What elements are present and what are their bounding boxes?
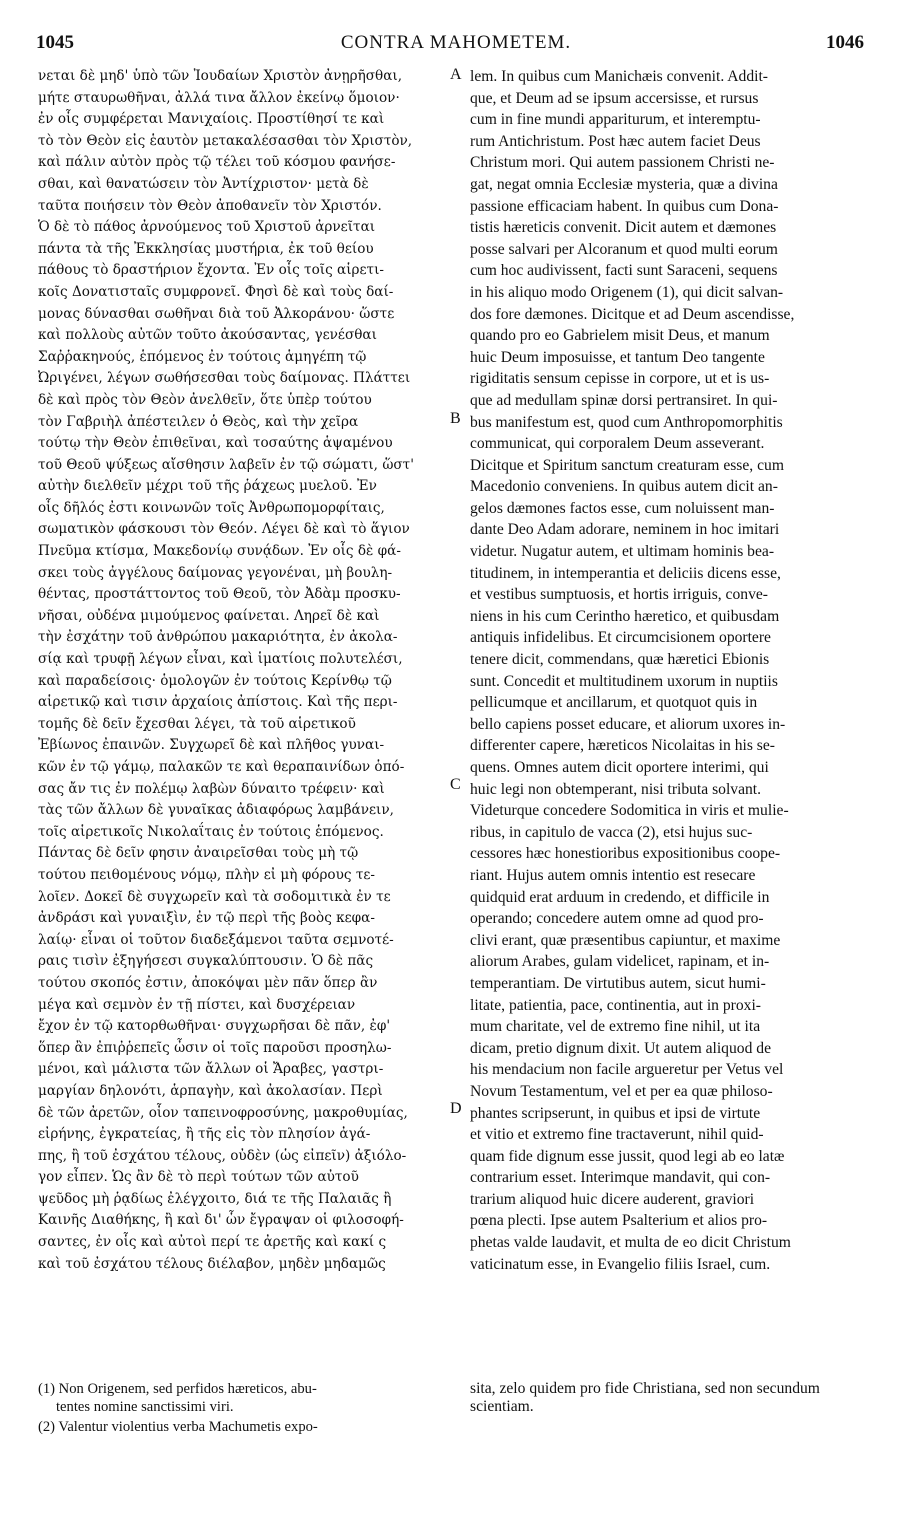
latin-text-line: tistis hæreticis convenit. Dicit autem et dæmones xyxy=(470,219,777,237)
greek-text-line: καὶ πάλιν αὐτὸν πρὸς τῷ τέλει τοῦ κόσμου φανήσε- xyxy=(38,154,396,171)
margin-letter-c: C xyxy=(450,776,461,793)
margin-letter-d: D xyxy=(450,1100,462,1117)
latin-text-line: Dicitque et Spiritum sanctum creaturam esse, cum xyxy=(470,456,784,474)
greek-text-line: μονας δύνασθαι σωθῆναι διὰ τοῦ Ἀλκοράνου· ὥστε xyxy=(38,305,395,322)
greek-text-line: εἰρήνης, ἐγκρατείας, ἢ τῆς εἰς τὸν πλησίον ἀγά- xyxy=(38,1126,371,1143)
latin-text-line: vaticinatum esse, in Evangelio filiis Israel, cum. xyxy=(470,1255,771,1273)
latin-text-line: in his aliquo modo Origenem (1), qui dicit salvan- xyxy=(470,283,784,301)
greek-text-line: τούτῳ τὴν Θεὸν ἐπιθεῖναι, καὶ τοσαύτης ἁψαμένου xyxy=(38,435,393,452)
greek-text-line: λοῖεν. Δοκεῖ δὲ συγχωρεῖν καὶ τὰ σοδομιτικὰ ἐν τε xyxy=(38,888,391,905)
latin-text-line: tenere dicit, commendans, quæ hæretici Ebionis xyxy=(470,651,770,669)
latin-text-line: dante Deo Adam adorare, neminem in hoc imitari xyxy=(470,521,780,539)
latin-text-line: phetas valde laudavit, et multa de eo dicit Christum xyxy=(470,1234,791,1252)
latin-text-line: trarium aliquod huic dicere auderent, graviori xyxy=(470,1190,755,1208)
latin-text-line: cessores hæc honestioribus expositionibus coope- xyxy=(470,845,781,863)
latin-text-line: quando pro eo Gabrielem misit Deus, et manum xyxy=(470,327,770,345)
latin-text-line: Christum mori. Qui autem passionem Christi ne- xyxy=(470,154,775,172)
greek-text-line: Πνεῦμα κτίσμα, Μακεδονίῳ συνᾴδων. Ἐν οἷς δὲ φά- xyxy=(38,543,401,560)
greek-text-line: λαίῳ· εἶναι οἱ τοῦτον διαδεξάμενοι ταῦτα σεμνοτέ- xyxy=(38,931,394,948)
greek-text-line: μήτε σταυρωθῆναι, ἀλλά τινα ἄλλον ἐκείνῳ ὅμοιον· xyxy=(38,89,400,106)
greek-text-line: Πάντας δὲ δεῖν φησιν ἀναιρεῖσθαι τοὺς μὴ τῷ xyxy=(38,845,359,862)
latin-text-line: litate, patientia, pace, continentia, aut in proxi- xyxy=(470,996,761,1014)
latin-column xyxy=(470,66,882,1275)
greek-text-line: κῶν ἐν τῷ γάμῳ, παλακῶν τε καὶ θεραπαινίδων ὁπό- xyxy=(38,759,405,775)
latin-text-line: rigiditatis sensum cepisse in corpore, ut et is us- xyxy=(470,370,770,388)
greek-text-line: ἔχον ἐν τῷ κατορθωθῆναι· συγχωρῆσαι δὲ πᾶν, ἐφ' xyxy=(38,1018,391,1035)
greek-text-line: αὐτὴν διελθεῖν μέχρι τοῦ τῆς ῥάχεως μυελοῦ. Ἐν xyxy=(38,478,377,495)
greek-text-line: σκει τοὺς ἀγγέλους δαίμονας γεγονέναι, μὴ βουλη- xyxy=(38,564,393,581)
latin-text-line: ribus, in capitulo de vacca (2), etsi hujus suc- xyxy=(470,823,753,841)
greek-text-line: ὅπερ ἂν ἐπιῤῥεπεῖς ὦσιν οἱ τοῖς παροῦσι προσηλω- xyxy=(38,1039,392,1056)
greek-text-line: ταῦτα ποιήσειν τὸν Θεὸν ἀποθανεῖν τὸν Χριστόν. xyxy=(38,197,382,214)
greek-text-line: σίᾳ καὶ τρυφῇ λέγων εἶναι, καὶ ἱματίοις πολυτελέσι, xyxy=(38,651,403,668)
latin-text-line: que ad medullam spinæ dorsi pertransiret. In qui- xyxy=(470,391,778,409)
latin-text-line: dos fore dæmones. Dicitque et ad Deum ascendisse, xyxy=(470,305,795,323)
greek-text-line: Ὠριγένει, λέγων σωθήσεσθαι τοὺς δαίμονας. Πλάττει xyxy=(38,370,411,387)
page-header xyxy=(28,30,884,60)
latin-text-line: videtur. Nugatur autem, et ultimam hominis bea- xyxy=(470,543,775,561)
greek-text-line: καὶ παραδείσοις· ὁμολογῶν ἐν τούτοις Κερίνθῳ τῷ xyxy=(38,672,392,689)
greek-text-line: σθαι, καὶ θανατώσειν τὸν Ἀντίχριστον· μετὰ δὲ xyxy=(38,175,369,192)
greek-text-line: γον εἶπεν. Ὡς ἂν δὲ τὸ περὶ τούτων τῶν αὐτοῦ xyxy=(38,1169,359,1186)
latin-text-line: communicat, qui corporalem Deum asseverant. xyxy=(470,435,765,453)
greek-text-line: πης, ἢ τοῦ ἐσχάτου τέλους, οὐδὲν (ὡς εἰπεῖν) ἀξιόλο- xyxy=(38,1147,407,1164)
greek-text-line: αἱρετικῷ καὶ τισιν ἀρχαίοις ἀπίστοις. Καὶ τῆς περι- xyxy=(38,694,398,711)
greek-text-line: τούτου πειθομένους νόμῳ, πλὴν εἰ μὴ φόρους τε- xyxy=(38,866,375,883)
footnote-1 xyxy=(38,1380,458,1416)
greek-text-line: τὴν ἐσχάτην τοῦ ἀνθρώπου μακαριότητα, ἐν ἀκολα- xyxy=(38,629,398,646)
greek-text-line: τὰς τῶν ἄλλων δὲ γυναῖκας ἀδιαφόρως λαμβάνειν, xyxy=(38,802,394,819)
latin-text-line: gelos dæmones factos esse, cum noluissent man- xyxy=(470,499,775,517)
greek-text-line: ραις τισὶν ἐξηγήσεσι συγκαλύπτουσιν. Ὁ δὲ πᾶς xyxy=(38,953,374,970)
greek-text-line: κοῖς Δονατισταῖς συμφρονεῖ. Φησὶ δὲ καὶ τοὺς δαί- xyxy=(38,283,394,300)
greek-text-line: δὲ τῶν ἀρετῶν, οἷον ταπεινοφροσύνης, μακροθυμίας, xyxy=(38,1104,408,1121)
greek-text-line: δὲ καὶ πρὸς τὸν Θεὸν ἀνελθεῖν, ὅτε ὑπὲρ τούτου xyxy=(38,391,372,408)
greek-text-line: τὸν Γαβριὴλ ἀπέστειλεν ὁ Θεὸς, καὶ τὴν χεῖρα xyxy=(38,413,359,430)
running-title: CONTRA MAHOMETEM. xyxy=(340,32,572,53)
latin-text-line: contrarium esset. Interimque mandavit, qui con- xyxy=(470,1169,771,1187)
latin-text-line: his mendacium non facile argueretur per Vetus vel xyxy=(470,1061,784,1079)
greek-text-line: θέντας, προστάττοντος τοῦ Θεοῦ, τὸν Ἀδὰμ προσκυ- xyxy=(38,586,401,603)
latin-text-line: riant. Hujus autem omnis intentio est resecare xyxy=(470,866,756,884)
latin-text-line: bello capiens posset educare, et aliorum uxores in- xyxy=(470,715,786,733)
latin-text-line: cum hoc audivissent, facti sunt Saraceni, sequens xyxy=(470,262,778,280)
greek-text-line: νεται δὲ μηδ' ὑπὸ τῶν Ἰουδαίων Χριστὸν ἀνῃρῆσθαι, xyxy=(38,68,403,84)
latin-text-line: clivi erant, quæ præsentibus capiuntur, et maxime xyxy=(470,931,781,949)
latin-text-line: Novum Testamentum, vel et per ea quæ philoso- xyxy=(470,1082,773,1100)
latin-text-line: et vitio et extremo fine tractaverunt, nihil quid- xyxy=(470,1126,764,1144)
greek-text-line: ψεῦδος μὴ ῥᾳδίως ἐλέγχοιτο, διά τε τῆς Παλαιᾶς ἢ xyxy=(38,1190,392,1207)
margin-letter-b: B xyxy=(450,410,461,427)
greek-text-line: τὸ τὸν Θεὸν εἰς ἑαυτὸν μετακαλέσασθαι τὸν Χριστὸν, xyxy=(38,132,413,149)
page-number-right: 1046 xyxy=(826,32,864,53)
greek-text-line: τούτου σκοπός ἐστιν, ἀποκόψαι μὲν πᾶν ὅπερ ἂν xyxy=(38,974,378,991)
footnote-2: (2) Valentur violentius verba Machumetis expo- xyxy=(38,1419,318,1435)
latin-text-line: lem. In quibus cum Manichæis convenit. Addit- xyxy=(470,68,768,85)
latin-text-line: bus manifestum est, quod cum Anthropomorphitis xyxy=(470,413,783,431)
latin-text-line: niens in his cum Cerintho hæretico, et quibusdam xyxy=(470,607,780,625)
page-number-left: 1045 xyxy=(36,32,74,53)
latin-text-line: Videturque concedere Sodomitica in viris et mulie- xyxy=(470,802,789,820)
latin-text-line: et vestibus sumptuosis, et hortis irriguis, conve- xyxy=(470,586,768,604)
greek-text-line: μέγα καὶ σεμνὸν ἐν τῇ πίστει, καὶ δυσχέρειαν xyxy=(38,996,356,1013)
greek-text-line: πάθους τὸ δραστήριον ἔχοντα. Ἐν οἷς τοῖς αἱρετι- xyxy=(38,262,385,279)
greek-text-line: οἷς δῆλός ἐστι κοινωνῶν τοῖς Ἀνθρωπομορφίταις, xyxy=(38,499,385,516)
greek-text-line: Σαῤῥακηνούς, ἑπόμενος ἐν τούτοις ἁμηγέπη τῷ xyxy=(38,348,367,365)
latin-text-line: Macedonio conveniens. In quibus autem dicit an- xyxy=(470,478,778,496)
greek-column xyxy=(38,66,448,1275)
footnote-1-line-1: (1) Non Origenem, sed perfidos hæreticos, abu- xyxy=(38,1381,317,1397)
footnote-1-line-2: tentes nomine sanctissimi viri. xyxy=(56,1399,234,1415)
latin-text-line: differenter capere, hæreticos Nicolaitas in his se- xyxy=(470,737,775,755)
greek-text-line: Ἐβίωνος ἐπαινῶν. Συγχωρεῖ δὲ καὶ πλῆθος γυναι- xyxy=(38,737,385,754)
latin-text-line: gat, negat omnia Ecclesiæ mysteria, quæ a divina xyxy=(470,175,778,193)
greek-text-line: μαργίαν δηλονότι, ἁρπαγὴν, καὶ ἀκολασίαν. Περὶ xyxy=(38,1082,383,1099)
latin-text-line: huic legi non obtemperant, nisi tributa solvant. xyxy=(470,780,762,798)
latin-text-line: rum Antichristum. Post hæc autem faciet Deus xyxy=(470,132,761,150)
latin-text-line: posse salvari per Alcoranum et quod multi eorum xyxy=(470,240,778,258)
latin-text-line: phantes scripserunt, in quibus et ipsi de virtute xyxy=(470,1104,761,1122)
latin-text-line: quam fide dignum esse jussit, quod legi ab eo latæ xyxy=(470,1147,785,1165)
latin-text-line: sunt. Concedit et multitudinem uxorum in nuptiis xyxy=(470,672,778,690)
latin-text-line: quidquid erat arduum in credendo, et difficile in xyxy=(470,888,770,906)
latin-text-line: cum in fine mundi appariturum, et interemptu- xyxy=(470,111,761,129)
latin-text-line: temperantiam. De virtutibus autem, sicut humi- xyxy=(470,974,766,992)
greek-text-line: πάντα τὰ τῆς Ἐκκλησίας μυστήρια, ἐκ τοῦ θείου xyxy=(38,240,374,257)
greek-text-line: σαντες, ἐν οἷς καὶ αὐτοὶ περί τε ἀρετῆς καὶ κακί ς xyxy=(38,1234,387,1251)
greek-text-line: σωματικὸν φάσκουσι τὸν Θεόν. Λέγει δὲ καὶ τὸ ἅγιον xyxy=(38,521,410,538)
latin-text-line: pellicumque et ancillarum, et quotquot quis in xyxy=(470,694,758,712)
greek-text-line: ἀνδράσι καὶ γυναιξὶν, ἐν τῷ περὶ τῆς βοὸς κεφα- xyxy=(38,910,375,927)
latin-text-line: passione efficaciam habent. In quibus cum Dona- xyxy=(470,197,779,215)
greek-text-line: σας ἄν τις ἐν πολέμῳ λαβὼν δύναιτο τρέφειν· καὶ xyxy=(38,780,385,797)
latin-text-line: mum charitate, vel de extremo fine nihil, ut ita xyxy=(470,1018,761,1036)
greek-text-line: ἐν οἷς συμφέρεται Μανιχαίοις. Προστίθησί τε καὶ xyxy=(38,111,385,128)
latin-text-line: aliorum Arabes, gulam videlicet, rapinam, et in- xyxy=(470,953,770,971)
latin-text-line: antiquis infidelibus. Et circumcisionem oportere xyxy=(470,629,771,647)
greek-text-line: νῆσαι, οὐδένα μιμούμενος φαίνεται. Ληρεῖ δὲ καὶ xyxy=(38,607,380,624)
latin-text-line: quens. Omnes autem dicit oportere interimi, qui xyxy=(470,759,769,776)
latin-text-line: dicam, pretio dignum dixit. Ut autem aliquod de xyxy=(470,1039,771,1057)
greek-text-line: τοῦ Θεοῦ ψύξεως αἴσθησιν λαβεῖν ἐν τῷ σώματι, ὥστ' xyxy=(38,456,414,473)
latin-footnote-continuation: sita, zelo quidem pro fide Christiana, sed non secundum scientiam. xyxy=(470,1380,820,1415)
margin-letter-a: A xyxy=(450,66,462,83)
greek-text-line: Ὁ δὲ τὸ πάθος ἀρνούμενος τοῦ Χριστοῦ ἀρνεῖται xyxy=(38,219,376,236)
greek-text-line: τομῆς δὲ δεῖν ἔχεσθαι λέγει, τὰ τοῦ αἱρετικοῦ xyxy=(38,715,356,732)
greek-text-line: Καινῆς Διαθήκης, ἢ καὶ δι' ὧν ἔγραψαν οἱ φιλοσοφή- xyxy=(38,1212,404,1229)
greek-text-line: μένοι, καὶ μάλιστα τῶν ἄλλων οἱ Ἄραβες, γαστρι- xyxy=(38,1061,384,1078)
latin-text-line: huic Deum imposuisse, et tantum Deo tangente xyxy=(470,348,765,366)
latin-text-line: titudinem, in intemperantia et deliciis dicens esse, xyxy=(470,564,781,582)
latin-text-line: pœna plecti. Ipse autem Psalterium et alios pro- xyxy=(470,1212,768,1230)
latin-text-line: que, et Deum ad se ipsum accersisse, et rursus xyxy=(470,89,759,107)
latin-text-line: operando; concedere autem omne ad quod pro- xyxy=(470,910,764,928)
footnotes xyxy=(38,1380,458,1438)
greek-text-line: καὶ πολλοὺς αὐτῶν τοῦτο ἀκούσαντας, γενέσθαι xyxy=(38,327,377,344)
greek-text-line: καὶ τοῦ ἐσχάτου τέλους διέλαβον, μηδὲν μηδαμῶς xyxy=(38,1255,386,1272)
greek-text-line: τοῖς αἱρετικοῖς Νικολαΐταις ἐν τούτοις ἑπόμενος. xyxy=(38,823,384,840)
